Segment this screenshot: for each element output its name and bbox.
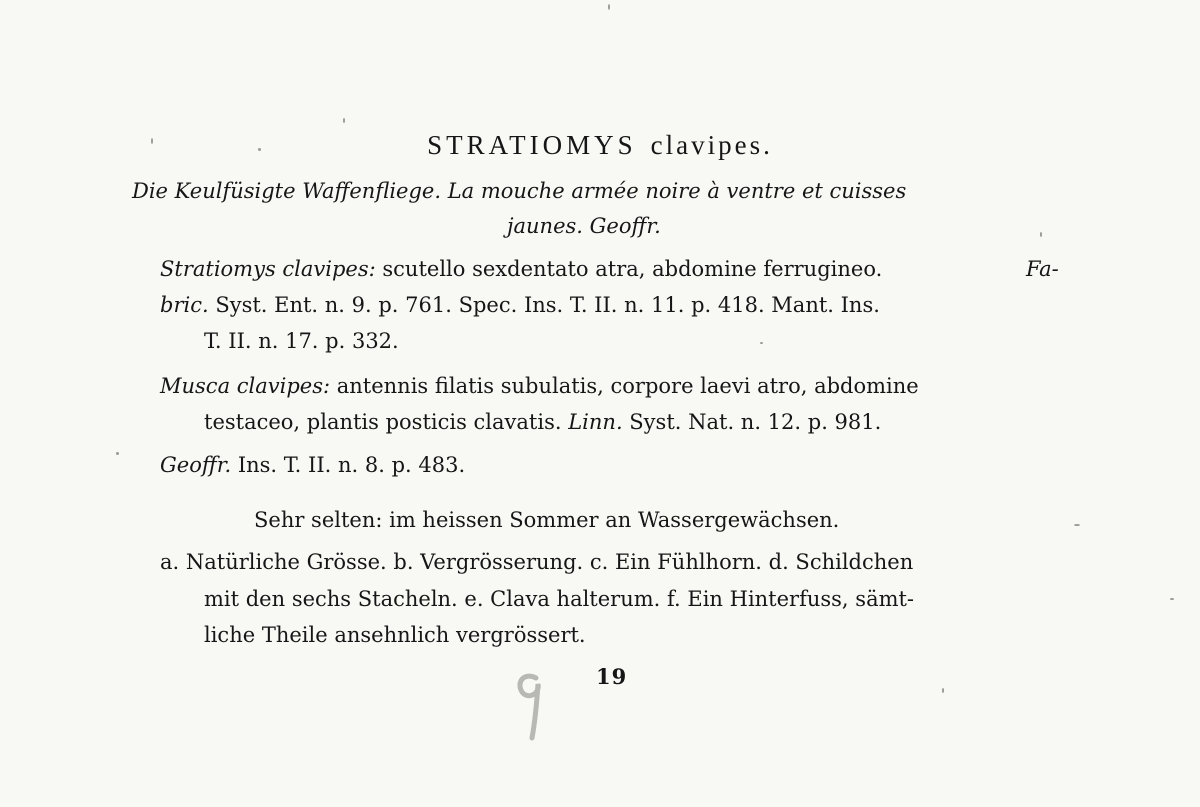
paper-speck: [1074, 524, 1080, 526]
linnaeus-ref-line-2: [204, 412, 881, 433]
pencil-mark-icon: [506, 666, 554, 742]
fabricius-ref-line-3: T. II. n. 17. p. 332.: [204, 329, 399, 353]
linnaeus-ref-citation: Syst. Nat. n. 12. p. 981.: [622, 410, 882, 434]
title-genus: STRATIOMYS: [427, 130, 637, 160]
geoffroy-ref-lead: Geoffr.: [160, 453, 232, 477]
fabricius-ref-author: bric.: [160, 293, 209, 317]
linnaeus-ref-author: Linn.: [568, 410, 623, 434]
figure-legend-line-3: liche Theile ansehnlich vergrössert.: [204, 623, 586, 647]
fabricius-ref-lead: Stratiomys clavipes:: [160, 257, 376, 281]
paper-speck: [942, 688, 944, 693]
common-names-line-1: Die Keulfüsigte Waffenfliege. La mouche armée noire à ventre et cuisses: [132, 179, 907, 203]
linnaeus-ref-line-1: [160, 376, 919, 397]
fabricius-ref-line-1: [160, 259, 882, 280]
paper-speck: [343, 118, 345, 123]
habitat-note: Sehr selten: im heissen Sommer an Wassergewächsen.: [254, 508, 840, 532]
paper-speck: [116, 452, 119, 455]
linnaeus-ref-text-2: testaceo, plantis posticis clavatis.: [204, 410, 562, 434]
figure-legend-line-1: a. Natürliche Grösse. b. Vergrösserung. c. Ein Fühlhorn. d. Schildchen: [160, 550, 914, 574]
title-species: clavipes.: [650, 130, 773, 160]
page-title: [0, 132, 1200, 159]
linnaeus-ref-text: antennis filatis subulatis, corpore laevi atro, abdomine: [330, 374, 919, 398]
fabricius-ref-tail: Fa-: [1026, 257, 1059, 281]
page-number: 19: [596, 664, 628, 689]
fabricius-ref-text: scutello sexdentato atra, abdomine ferrugineo.: [375, 257, 883, 281]
paper-speck: [1170, 598, 1174, 600]
fabricius-ref-citation: Syst. Ent. n. 9. p. 761. Spec. Ins. T. II. n. 11. p. 418. Mant. Ins.: [208, 293, 880, 317]
figure-legend-line-2: mit den sechs Stacheln. e. Clava halterum. f. Ein Hinterfuss, sämt-: [204, 587, 915, 611]
common-names-line-2: jaunes. Geoffr.: [507, 214, 661, 238]
geoffroy-ref-text: Ins. T. II. n. 8. p. 483.: [231, 453, 466, 477]
paper-speck: [608, 4, 610, 10]
geoffroy-ref: [160, 455, 465, 476]
linnaeus-ref-lead: Musca clavipes:: [160, 374, 331, 398]
paper-speck: [760, 342, 763, 344]
paper-speck: [1040, 232, 1042, 237]
fabricius-ref-line-2: [160, 295, 880, 316]
